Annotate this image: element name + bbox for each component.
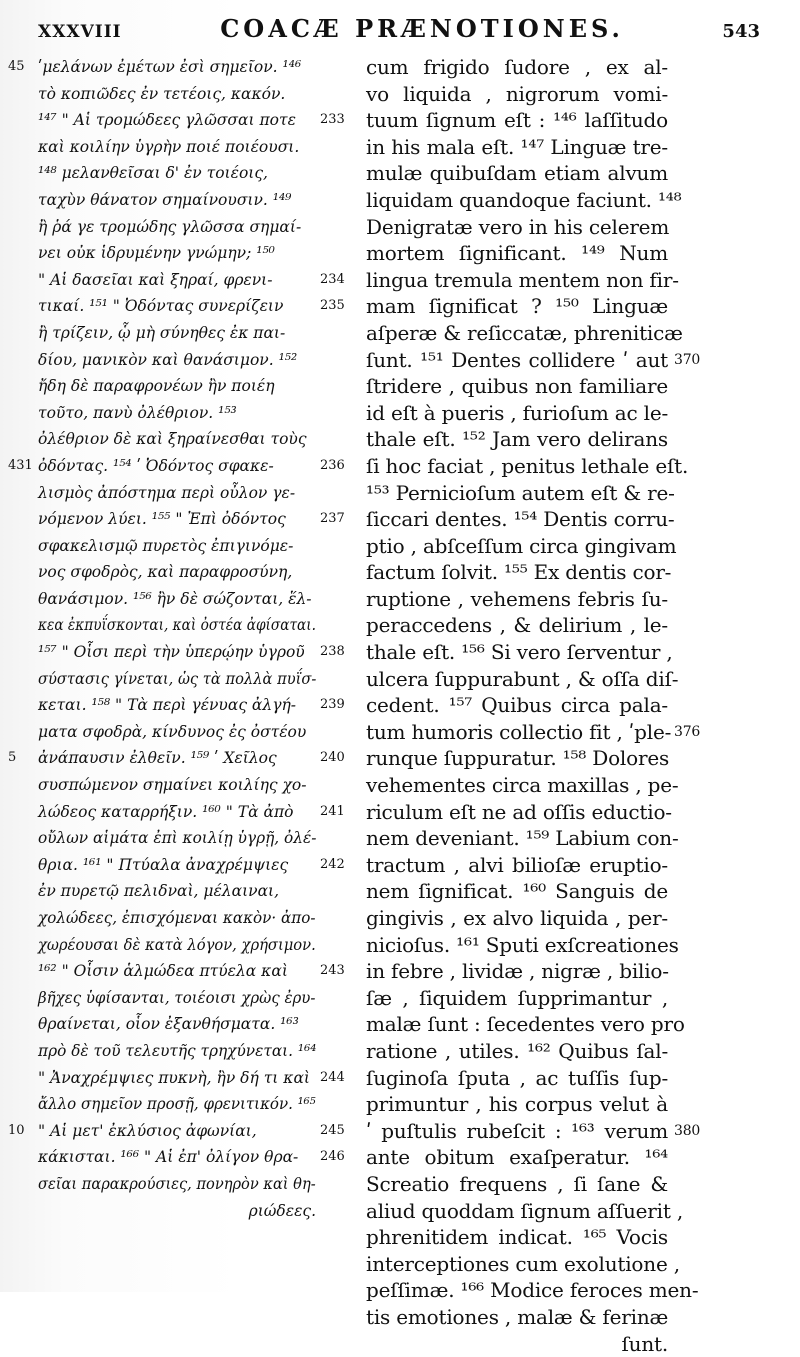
greek-line [38, 612, 338, 639]
latin-line-text: runque ſuppuratur. ¹⁵⁸ Dolores [366, 746, 669, 770]
latin-line [366, 400, 668, 427]
latin-line [366, 1144, 668, 1171]
greek-margin-number: 235 [320, 293, 345, 320]
greek-line [38, 639, 338, 666]
greek-margin-number: 233 [320, 107, 345, 134]
latin-line-text: tum humoris collectio fit , ʹple- [366, 720, 671, 744]
latin-line-text: tractum , alvi bilioſæ eruptio- [366, 853, 668, 877]
greek-line [38, 426, 338, 453]
greek-margin-number: 240 [320, 745, 345, 772]
greek-line [38, 958, 338, 985]
latin-line-text: peraccedens , & delirium , le- [366, 613, 668, 637]
latin-line [366, 373, 668, 400]
latin-line [366, 772, 668, 799]
latin-line [366, 1091, 668, 1118]
latin-line-text: ſunt. [621, 1332, 668, 1356]
latin-line [366, 612, 668, 639]
greek-line [38, 400, 338, 427]
greek-line [38, 852, 338, 879]
latin-line [366, 1065, 668, 1092]
greek-line [38, 54, 338, 81]
latin-line-text: Denigratæ vero in his celerem [366, 215, 669, 239]
greek-line-text: σεῖαι παρακρούσιες, πονηρὸν καὶ θη- [38, 1171, 316, 1198]
latin-line-text: ratione , utiles. ¹⁶² Quibus ſal- [366, 1039, 668, 1063]
greek-line-text: ¹⁴⁷ " Αἱ τρομώδεες γλῶσσαι ποτε [38, 107, 296, 134]
greek-line [38, 347, 338, 374]
greek-line-text: τοῦτο, πανὺ ὀλέθριον. ¹⁵³ [38, 400, 237, 427]
greek-line-text: ὀλέθριον δὲ καὶ ξηραίνεσθαι τοὺς [38, 426, 307, 453]
latin-line [366, 480, 668, 507]
latin-line-text: nicioſus. ¹⁶¹ Sputi exſcreationes [366, 933, 679, 957]
latin-line-text: peſſimæ. ¹⁶⁶ Modice feroces men- [366, 1278, 698, 1302]
latin-line-text: thale eſt. ¹⁵² Jam vero delirans [366, 427, 668, 451]
latin-line [366, 1038, 668, 1065]
greek-margin-number: 237 [320, 506, 345, 533]
latin-line [366, 107, 668, 134]
latin-line-text: ſunt. ¹⁵¹ Dentes collidere ʹ aut [366, 348, 668, 372]
greek-line-text: κεα ἐκπυΐσκονται, καὶ ὀστέα ἀφίσαται. [38, 612, 316, 639]
greek-line [38, 320, 338, 347]
greek-line [38, 267, 338, 294]
greek-line-text: χωρέουσαι δὲ κατὰ λόγον, χρήσιμον. [38, 932, 316, 959]
greek-line [38, 772, 338, 799]
latin-line-text: aſperæ & reſiccatæ, phreniticæ [366, 321, 683, 345]
latin-line-text: mam ſignificat ? ¹⁵⁰ Linguæ [366, 294, 668, 318]
greek-line [38, 373, 338, 400]
greek-line-text: " Αἱ δασεῖαι καὶ ξηραί, φρενι- [38, 267, 273, 294]
greek-line-text: θραίνεται, οἷον ἐξανθήσματα. ¹⁶³ [38, 1011, 299, 1038]
latin-line [366, 267, 668, 294]
greek-line-text: ¹⁵⁷ " Οἷσι περὶ τὴν ὑπερῴην ὑγροῦ [38, 639, 305, 666]
greek-line-text: τικαί. ¹⁵¹ " Ὀδόντας συνερίζειν [38, 293, 283, 320]
latin-line [366, 905, 668, 932]
greek-line-text: σφακελισμῷ πυρετὸς ἐπιγινόμε- [38, 533, 293, 560]
latin-line [366, 506, 668, 533]
latin-line-text: ʹ puſtulis rubeſcit : ¹⁶³ verum [366, 1119, 668, 1143]
greek-line-text: ριώδεες. [249, 1198, 316, 1225]
page-number: 543 [722, 21, 760, 42]
right-margin-number: 370 [674, 347, 700, 374]
greek-line-text: κεται. ¹⁵⁸ " Τὰ περὶ γένυας ἀλγή- [38, 692, 296, 719]
greek-line [38, 187, 338, 214]
latin-line-text: lingua tremula mentem non fir- [366, 268, 679, 292]
latin-line [366, 1171, 668, 1198]
latin-line-text: cum frigido ſudore , ex al- [366, 55, 668, 79]
greek-line [38, 985, 338, 1012]
greek-line-text: " Ἀναχρέμψιες πυκνὴ, ἢν δή τι καὶ [38, 1065, 310, 1092]
latin-line-text: ptio , abſceſſum circa gingivam [366, 534, 676, 558]
greek-line-text: ἐν πυρετῷ πελιδναὶ, μέλαιναι, [38, 878, 279, 905]
greek-line-text: ¹⁴⁸ μελανθεῖσαι δ' ἐν τοιέοις, [38, 160, 268, 187]
greek-line-text: χολώδεες, ἐπισχόμεναι κακὸν· ἀπο- [38, 905, 316, 932]
greek-line [38, 134, 338, 161]
greek-line [38, 506, 338, 533]
latin-line-text: in his mala eſt. ¹⁴⁷ Linguæ tre- [366, 135, 668, 159]
latin-line-text: ¹⁵³ Pernicioſum autem eſt & re- [366, 481, 675, 505]
greek-line-text: ταχὺν θάνατον σημαίνουσιν. ¹⁴⁹ [38, 187, 291, 214]
greek-line [38, 1144, 338, 1171]
greek-line [38, 932, 338, 959]
latin-line-text: mulæ quibuſdam etiam alvum [366, 161, 668, 185]
greek-margin-number: 245 [320, 1118, 345, 1145]
greek-margin-number: 243 [320, 958, 345, 985]
latin-line [366, 559, 668, 586]
latin-line [366, 639, 668, 666]
latin-line-text: ſuginoſa ſputa , ac tuſſis ſup- [366, 1066, 668, 1090]
latin-line [366, 1224, 668, 1251]
latin-line-text: phrenitidem indicat. ¹⁶⁵ Vocis [366, 1225, 668, 1249]
greek-line-text: καὶ κοιλίην ὑγρὴν ποιέ ποιέουσι. [38, 134, 299, 161]
latin-line-text: interceptiones cum exolutione , [366, 1252, 680, 1276]
latin-text-column [366, 54, 668, 1357]
latin-line [366, 958, 668, 985]
right-margin-number: 376 [674, 719, 700, 746]
left-margin-number: 5 [8, 745, 16, 772]
latin-line-text: ſi hoc faciat , penitus lethale eſt. [366, 454, 688, 478]
greek-line-text: ἤδη δὲ παραφρονέων ἢν ποιέη [38, 373, 275, 400]
latin-line [366, 81, 668, 108]
latin-line [366, 1198, 668, 1225]
greek-line-text: " Αἱ μετ' ἐκλύσιος ἀφωνίαι, [38, 1118, 257, 1145]
greek-line [38, 1198, 338, 1225]
left-margin-number: 45 [8, 54, 25, 81]
latin-line-text: nem ſignificat. ¹⁶⁰ Sanguis de [366, 879, 668, 903]
latin-line [366, 426, 668, 453]
greek-line [38, 1065, 338, 1092]
latin-line [366, 1331, 668, 1357]
right-margin-number: 380 [674, 1118, 700, 1145]
latin-line [366, 134, 668, 161]
greek-line-text: νόμενον λύει. ¹⁵⁵ " Ἐπὶ ὀδόντος [38, 506, 286, 533]
latin-line-text: Screatio frequens , ſi ſane & [366, 1172, 668, 1196]
latin-line-text: nem deveniant. ¹⁵⁹ Labium con- [366, 826, 679, 850]
greek-line [38, 533, 338, 560]
greek-line [38, 1091, 338, 1118]
greek-line-text: λώδεος καταρρήξιν. ¹⁶⁰ " Τὰ ἀπὸ [38, 799, 293, 826]
signature-mark: XXXVIII [38, 22, 122, 42]
latin-line-text: id eſt à pueris , furioſum ac le- [366, 401, 668, 425]
greek-line [38, 586, 338, 613]
latin-line [366, 187, 668, 214]
latin-line-text: factum ſolvit. ¹⁵⁵ Ex dentis cor- [366, 560, 671, 584]
latin-line [366, 719, 668, 746]
greek-line [38, 1171, 338, 1198]
latin-line [366, 825, 668, 852]
greek-margin-number: 238 [320, 639, 345, 666]
latin-line [366, 1118, 668, 1145]
latin-line [366, 932, 668, 959]
latin-line-text: primuntur , his corpus velut à [366, 1092, 668, 1116]
greek-line-text: ἢ ῥά γε τρομώδης γλῶσσα σημαί- [38, 214, 301, 241]
greek-line-text: τὸ κοπιῶδες ἐν τετέοις, κακόν. [38, 81, 285, 108]
greek-line-text: νος σφοδρὸς, καὶ παραφροσύνη, [38, 559, 292, 586]
greek-line [38, 692, 338, 719]
latin-line [366, 533, 668, 560]
greek-line [38, 905, 338, 932]
greek-line [38, 160, 338, 187]
greek-line [38, 453, 338, 480]
greek-line-text: ὀδόντας. ¹⁵⁴ ʹ Ὀδόντος σφακε- [38, 453, 274, 480]
greek-line-text: θανάσιμον. ¹⁵⁶ ἢν δὲ σώζονται, ἕλ- [38, 586, 312, 613]
page-title: COACÆ PRÆNOTIONES. [122, 14, 723, 43]
greek-margin-number: 234 [320, 267, 345, 294]
greek-line [38, 293, 338, 320]
latin-line [366, 745, 668, 772]
greek-line-text: ἀνάπαυσιν ἐλθεῖν. ¹⁵⁹ ʹ Χεῖλος [38, 745, 277, 772]
greek-line-text: οὔλων αἱμάτα ἐπὶ κοιλίῃ ὑγρῇ, ὀλέ- [38, 825, 316, 852]
latin-line-text: ſiccari dentes. ¹⁵⁴ Dentis corru- [366, 507, 674, 531]
greek-line-text: δίου, μανικὸν καὶ θανάσιμον. ¹⁵² [38, 347, 297, 374]
greek-line-text: ¹⁶² " Οἷσιν ἁλμώδεα πτύελα καὶ [38, 958, 288, 985]
latin-line [366, 347, 668, 374]
latin-line-text: ante obitum exaſperatur. ¹⁶⁴ [366, 1145, 668, 1169]
latin-line-text: tis emotiones , malæ & ferinæ [366, 1305, 668, 1329]
latin-line-text: cedent. ¹⁵⁷ Quibus circa pala- [366, 693, 668, 717]
greek-margin-number: 242 [320, 852, 345, 879]
latin-line-text: ulcera ſuppurabunt , & oſſa diſ- [366, 667, 678, 691]
latin-line-text: ſtridere , quibus non familiare [366, 374, 668, 398]
latin-line-text: vo liquida , nigrorum vomi- [366, 82, 668, 106]
latin-line [366, 852, 668, 879]
greek-line-text: βῆχες ὑφίσανται, τοιέοισι χρὼς ἐρυ- [38, 985, 315, 1012]
greek-line-text: λισμὸς ἀπόστημα περὶ οὖλον γε- [38, 480, 295, 507]
greek-line-text: συσπώμενον σημαίνει κοιλίης χο- [38, 772, 306, 799]
greek-line [38, 1038, 338, 1065]
latin-line [366, 985, 668, 1012]
latin-line-text: tuum ſignum eſt : ¹⁴⁶ laſſitudo [366, 108, 668, 132]
latin-line-text: thale eſt. ¹⁵⁶ Si vero ſerventur , [366, 640, 673, 664]
latin-line [366, 878, 668, 905]
greek-line [38, 1011, 338, 1038]
greek-margin-number: 239 [320, 692, 345, 719]
latin-line [366, 320, 668, 347]
greek-line [38, 81, 338, 108]
latin-line-text: in febre , lividæ , nigræ , bilio- [366, 959, 669, 983]
latin-line [366, 54, 668, 81]
greek-line [38, 214, 338, 241]
left-margin-number: 10 [8, 1118, 25, 1145]
greek-line-text: ʹμελάνων ἐμέτων ἐσὶ σημεῖον. ¹⁴⁶ [38, 54, 301, 81]
latin-line [366, 1304, 668, 1331]
greek-line-text: κάκισται. ¹⁶⁶ " Αἱ ἐπ' ὀλίγον θρα- [38, 1144, 298, 1171]
latin-line [366, 1251, 668, 1278]
greek-line-text: πρὸ δὲ τοῦ τελευτῆς τρηχύνεται. ¹⁶⁴ [38, 1038, 316, 1065]
greek-line-text: ματα σφοδρὰ, κίνδυνος ἐς ὀστέου [38, 719, 306, 746]
greek-margin-number: 236 [320, 453, 345, 480]
greek-line [38, 240, 338, 267]
greek-line [38, 799, 338, 826]
latin-line-text: malæ ſunt : ſecedentes vero pro [366, 1012, 685, 1036]
greek-line-text: σύστασις γίνεται, ὡς τὰ πολλὰ πυΐσ- [38, 666, 316, 693]
greek-line [38, 825, 338, 852]
latin-line-text: liquidam quandoque faciunt. ¹⁴⁸ [366, 188, 681, 212]
latin-line [366, 293, 668, 320]
latin-line [366, 240, 668, 267]
greek-line [38, 666, 338, 693]
latin-line [366, 214, 668, 241]
latin-line [366, 799, 668, 826]
latin-line-text: gingivis , ex alvo liquida , per- [366, 906, 668, 930]
latin-line [366, 1011, 668, 1038]
latin-line [366, 453, 668, 480]
greek-line [38, 878, 338, 905]
greek-line [38, 559, 338, 586]
running-head [38, 14, 760, 50]
greek-line-text: ἢ τρίζειν, ᾧ μὴ σύνηθες ἐκ παι- [38, 320, 285, 347]
greek-margin-number: 244 [320, 1065, 345, 1092]
greek-line-text: νει οὐκ ἱδρυμένην γνώμην; ¹⁵⁰ [38, 240, 275, 267]
latin-line [366, 692, 668, 719]
latin-line [366, 666, 668, 693]
latin-line-text: ruptione , vehemens febris ſu- [366, 587, 668, 611]
greek-line-text: ἄλλο σημεῖον προσῇ, φρενιτικόν. ¹⁶⁵ [38, 1091, 316, 1118]
latin-line [366, 1277, 668, 1304]
latin-line [366, 160, 668, 187]
greek-line [38, 719, 338, 746]
greek-margin-number: 241 [320, 799, 345, 826]
latin-line-text: ſæ , ſiquidem ſupprimantur , [366, 986, 668, 1010]
latin-line-text: riculum eſt ne ad oſſis eductio- [366, 800, 672, 824]
greek-line-text: θρια. ¹⁶¹ " Πτύαλα ἀναχρέμψιες [38, 852, 288, 879]
greek-line [38, 1118, 338, 1145]
greek-line [38, 745, 338, 772]
left-margin-number: 431 [8, 453, 33, 480]
latin-line-text: aliud quoddam ſignum aſſuerit , [366, 1199, 683, 1223]
greek-line [38, 107, 338, 134]
latin-line-text: vehementes circa maxillas , pe- [366, 773, 678, 797]
latin-line [366, 586, 668, 613]
greek-line [38, 480, 338, 507]
greek-text-column [38, 54, 338, 1224]
latin-line-text: mortem ſignificant. ¹⁴⁹ Num [366, 241, 668, 265]
greek-margin-number: 246 [320, 1144, 345, 1171]
